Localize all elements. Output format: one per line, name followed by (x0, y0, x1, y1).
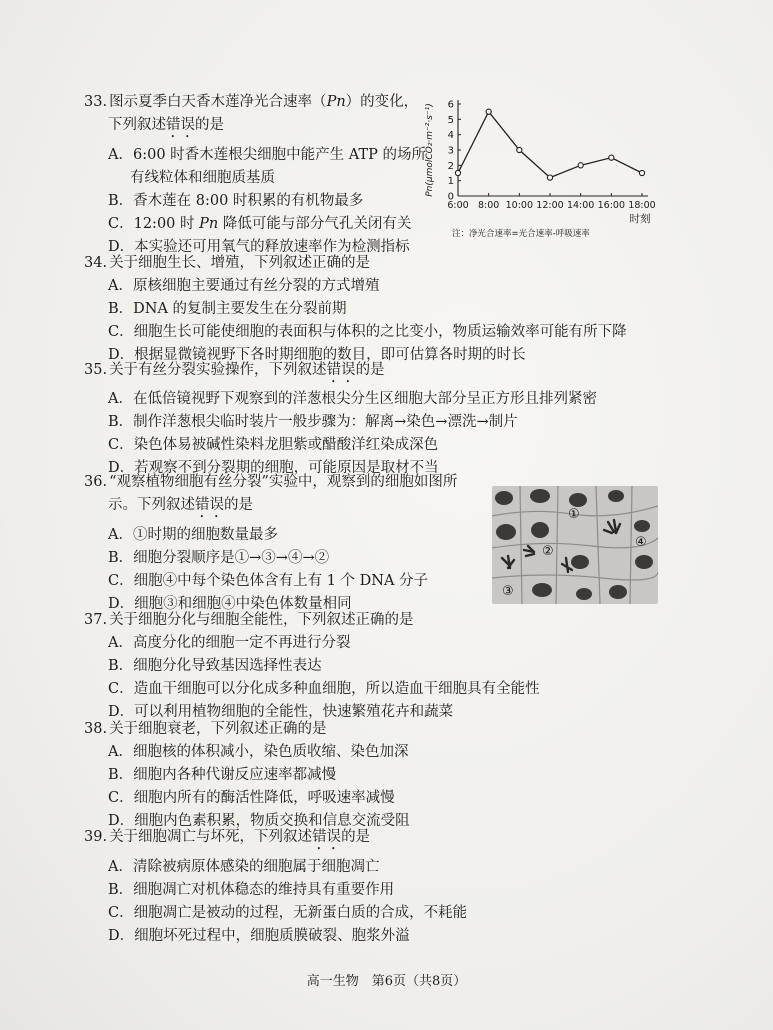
pn-data-point (455, 170, 460, 175)
chart-note: 注：净光合速率=光合速率-呼吸速率 (452, 229, 590, 239)
y-tick-label: 5 (447, 114, 454, 126)
x-tick-label: 6:00 (447, 200, 469, 211)
q34-option-d[interactable]: D．根据显微镜视野下各时期细胞的数目，即可估算各时期的时长 (108, 347, 526, 363)
y-tick-label: 0 (447, 191, 454, 203)
pn-series-line (458, 112, 642, 178)
q36-stem: 36. “观察植物细胞有丝分裂”实验中，观察到的细胞如图所 (84, 474, 458, 490)
y-axis-label: Pn(μmolCO₂·m⁻²·s⁻¹) (425, 103, 435, 197)
q38-option-b[interactable]: B．细胞内各种代谢反应速率都减慢 (108, 767, 337, 783)
question-34 (84, 252, 627, 367)
cell-label-1: ① (568, 507, 580, 522)
q34-option-b[interactable]: B．DNA 的复制主要发生在分裂前期 (108, 301, 347, 317)
q35-option-a[interactable]: A．在低倍镜视野下观察到的洋葱根尖分生区细胞大部分呈正方形且排列紧密 (108, 391, 597, 407)
pn-data-point (486, 109, 491, 114)
q33-option-b[interactable]: B．香木莲在 8:00 时积累的有机物最多 (108, 193, 364, 209)
question-39 (84, 826, 467, 948)
y-tick-label: 1 (447, 176, 454, 188)
q36-option-c[interactable]: C．细胞④中每个染色体含有上有 1 个 DNA 分子 (108, 573, 429, 589)
pn-data-point (609, 155, 614, 160)
question-37 (84, 609, 540, 724)
q37-option-b[interactable]: B．细胞分化导致基因选择性表达 (108, 658, 322, 674)
q36-option-b[interactable]: B．细胞分裂顺序是①→③→④→② (108, 550, 330, 566)
q37-stem: 37. 关于细胞分化与细胞全能性，下列叙述正确的是 (84, 612, 414, 628)
q35-option-b[interactable]: B．制作洋葱根尖临时装片一般步骤为：解离→染色→漂洗→制片 (108, 414, 518, 430)
q33-stem-line2: 下列叙述错误的是 (108, 117, 224, 133)
nucleus (569, 493, 587, 507)
q36-stem-line2: 示。下列叙述错误的是 (108, 497, 253, 513)
pn-data-point (547, 175, 552, 180)
q35-option-c[interactable]: C．染色体易被碱性染料龙胆紫或醋酸洋红染成深色 (108, 437, 439, 453)
pn-data-point (639, 170, 644, 175)
x-axis-label: 时刻 (629, 213, 651, 225)
q38-stem: 38. 关于细胞衰老，下列叙述正确的是 (84, 721, 327, 737)
q38-option-d[interactable]: D．细胞内色素积累，物质交换和信息交流受阻 (108, 813, 410, 829)
q39-option-d[interactable]: D．细胞坏死过程中，细胞质膜破裂、胞浆外溢 (108, 928, 410, 944)
q35-option-d[interactable]: D．若观察不到分裂期的细胞，可能原因是取材不当 (108, 460, 439, 476)
q39-option-a[interactable]: A．清除被病原体感染的细胞属于细胞凋亡 (108, 859, 380, 875)
y-tick-label: 2 (447, 160, 454, 172)
nucleus (495, 491, 513, 505)
q39-stem: 39. 关于细胞凋亡与坏死，下列叙述错误的是 (84, 829, 371, 845)
nucleus (576, 588, 592, 600)
q38-option-c[interactable]: C．细胞内所有的酶活性降低，呼吸速率减慢 (108, 790, 395, 806)
mitosis-micrograph (492, 486, 658, 604)
nucleus (608, 490, 624, 502)
question-36 (84, 471, 457, 616)
y-tick-label: 3 (447, 145, 454, 157)
cell-label-4: ④ (635, 535, 647, 550)
q39-option-c[interactable]: C．细胞凋亡是被动的过程，无新蛋白质的合成，不耗能 (108, 905, 468, 921)
y-tick-label: 4 (447, 130, 454, 142)
nucleus (532, 583, 552, 597)
q37-option-d[interactable]: D．可以利用植物细胞的全能性，快速繁殖花卉和蔬菜 (108, 704, 454, 720)
y-tick-label: 6 (447, 99, 454, 111)
q33-option-a[interactable]: A．6:00 时香木莲根尖细胞中能产生 ATP 的场所 有线粒体和细胞质基质 (108, 147, 426, 186)
nucleus (496, 524, 516, 540)
nucleus (571, 555, 589, 569)
q37-option-a[interactable]: A．高度分化的细胞一定不再进行分裂 (108, 635, 351, 651)
q37-option-c[interactable]: C．造血干细胞可以分化成多种血细胞，所以造血干细胞具有全能性 (108, 681, 540, 697)
q34-stem: 34. 关于细胞生长、增殖，下列叙述正确的是 (84, 255, 371, 271)
x-tick-label: 16:00 (597, 200, 626, 211)
q33-option-d[interactable]: D．本实验还可用氧气的释放速率作为检测指标 (108, 239, 410, 255)
nucleus (635, 555, 653, 569)
x-tick-label: 12:00 (536, 200, 564, 211)
x-tick-label: 8:00 (477, 200, 500, 211)
q39-option-b[interactable]: B．细胞凋亡对机体稳态的维持具有重要作用 (108, 882, 395, 898)
q36-option-a[interactable]: A．①时期的细胞数量最多 (108, 527, 278, 543)
question-35 (84, 359, 597, 480)
q36-option-d[interactable]: D．细胞③和细胞④中染色体数量相同 (108, 596, 352, 612)
q33-option-c[interactable]: C．12:00 时 Pn 降低可能与部分气孔关闭有关 (108, 216, 412, 232)
page-footer: 高一生物 第6页（共8页） (306, 974, 467, 989)
question-38 (84, 718, 410, 833)
q34-option-a[interactable]: A．原核细胞主要通过有丝分裂的方式增殖 (108, 278, 380, 294)
nucleus (634, 520, 650, 532)
pn-line-chart (410, 96, 662, 241)
pn-data-point (517, 147, 522, 152)
cell-label-3: ③ (502, 584, 514, 599)
nucleus (609, 585, 627, 599)
nucleus (530, 489, 550, 503)
cell-label-2: ② (542, 544, 554, 559)
x-tick-label: 18:00 (628, 200, 656, 211)
q34-option-c[interactable]: C．细胞生长可能使细胞的表面积与体积的之比变小，物质运输效率可能有所下降 (108, 324, 627, 340)
x-tick-label: 10:00 (505, 200, 534, 211)
x-tick-label: 14:00 (566, 200, 595, 211)
pn-data-point (578, 163, 583, 168)
question-33 (84, 91, 426, 259)
q33-stem: 33. 图示夏季白天香木莲净光合速率（Pn）的变化， (84, 94, 419, 110)
q38-option-a[interactable]: A．细胞核的体积减小，染色质收缩、染色加深 (108, 744, 409, 760)
q35-stem: 35. 关于有丝分裂实验操作，下列叙述错误的是 (84, 362, 385, 378)
nucleus (531, 522, 549, 538)
